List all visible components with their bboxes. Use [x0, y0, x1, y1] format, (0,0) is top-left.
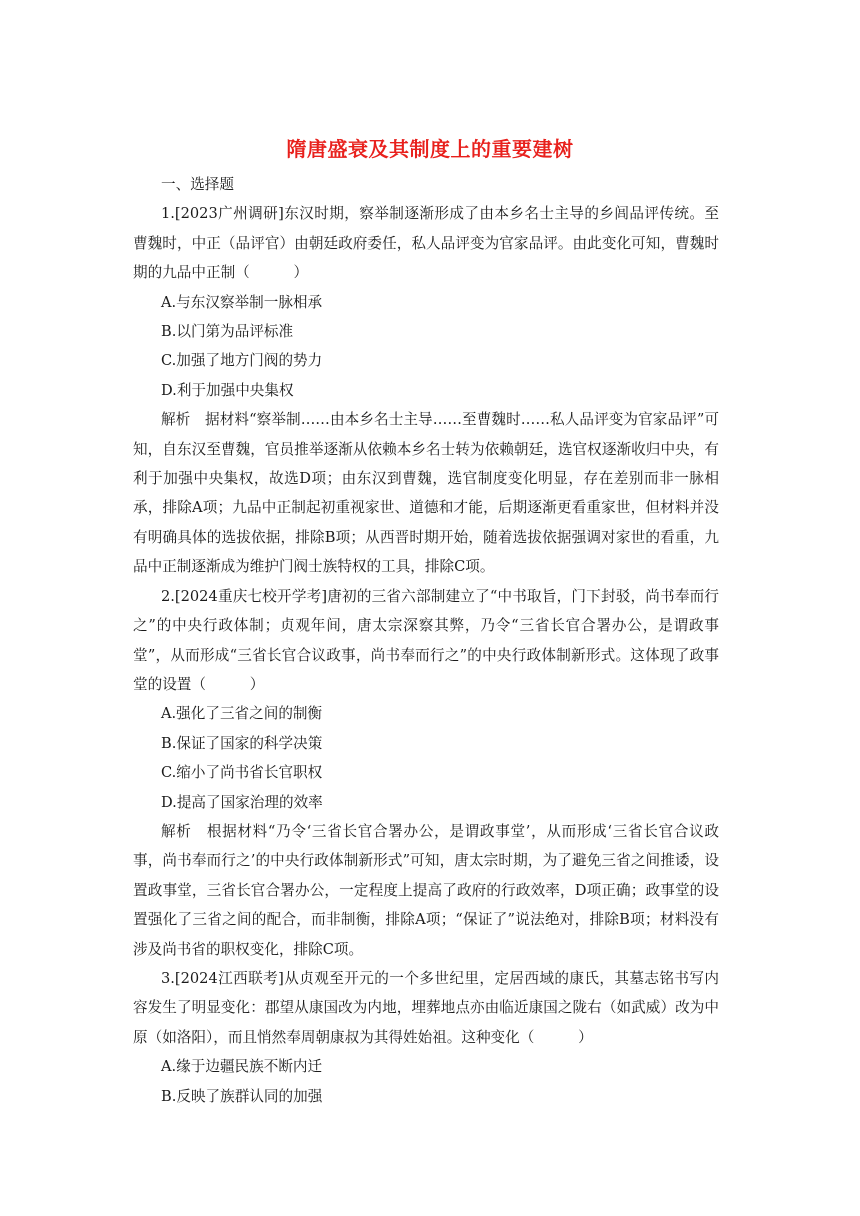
question-2-option-d: D.提高了国家治理的效率: [161, 793, 323, 811]
question-1-analysis: 解析 据材料“察举制……由本乡名士主导……至曹魏时……私人品评变为官家品评”可知，自东汉至曹魏，官员推举逐渐从依赖本乡名士转为依赖朝廷，选官权逐渐收归中央，有利于加强中央集权，故选D项；由东汉到曹魏，选官制度变化明显，存在差别而非一脉相承，排除A项；九品中正制起初重视家世、道德和才能，后期逐渐更看重家世，但材料并没有明确具体的选拔依据，排除B项；从西晋时期开始，随着选拔依据强调对家世的看重，九品中正制逐渐成为维护门阀士族特权的工具，排除C项。: [133, 411, 719, 576]
question-2-option-b: B.保证了国家的科学决策: [161, 734, 323, 752]
question-1-option-b: B.以门第为品评标准: [161, 323, 294, 341]
question-3-option-b: B.反映了族群认同的加强: [161, 1087, 323, 1105]
question-1-stem: 1.[2023广州调研]东汉时期，察举制逐渐形成了由本乡名士主导的乡闾品评传统。至曹魏时，中正（品评官）由朝廷政府委任，私人品评变为官家品评。由此变化可知，曹魏时期的九品中正制（ ）: [133, 205, 719, 282]
question-2-stem: 2.[2024重庆七校开学考]唐初的三省六部制建立了“中书取旨，门下封驳，尚书奉而行之”的中央行政体制；贞观年间，唐太宗深察其弊，乃令“三省长官合署办公，是谓政事堂”，从而形成“三省长官合议政事，尚书奉而行之”的中央行政体制新形式。这体现了政事堂的设置（ ）: [133, 587, 719, 693]
document-body: [133, 170, 719, 1111]
question-1-option-d: D.利于加强中央集权: [161, 381, 294, 399]
document-title: 隋唐盛衰及其制度上的重要建树: [286, 137, 574, 161]
section-heading: 一、选择题: [161, 176, 234, 193]
question-2-option-c: C.缩小了尚书省长官职权: [161, 764, 323, 782]
question-1-option-c: C.加强了地方门阀的势力: [161, 352, 323, 370]
question-3-option-a: A.缘于边疆民族不断内迁: [161, 1058, 323, 1076]
question-2-analysis: 解析 根据材料“乃令‘三省长官合署办公，是谓政事堂’，从而形成‘三省长官合议政事，尚书奉而行之’的中央行政体制新形式”可知，唐太宗时期，为了避免三省之间推诿，设置政事堂，三省长官合署办公，一定程度上提高了政府的行政效率，D项正确；政事堂的设置强化了三省之间的配合，而非制衡，排除A项；“保证了”说法绝对，排除B项；材料没有涉及尚书省的职权变化，排除C项。: [133, 822, 719, 958]
question-3-stem: 3.[2024江西联考]从贞观至开元的一个多世纪里，定居西域的康氏，其墓志铭书写内容发生了明显变化：郡望从康国改为内地，埋葬地点亦由临近康国之陇右（如武威）改为中原（如洛阳），而且悄然奉周朝康叔为其得姓始祖。这种变化（ ）: [133, 969, 719, 1046]
question-2-option-a: A.强化了三省之间的制衡: [161, 705, 323, 723]
question-1-option-a: A.与东汉察举制一脉相承: [161, 293, 323, 311]
